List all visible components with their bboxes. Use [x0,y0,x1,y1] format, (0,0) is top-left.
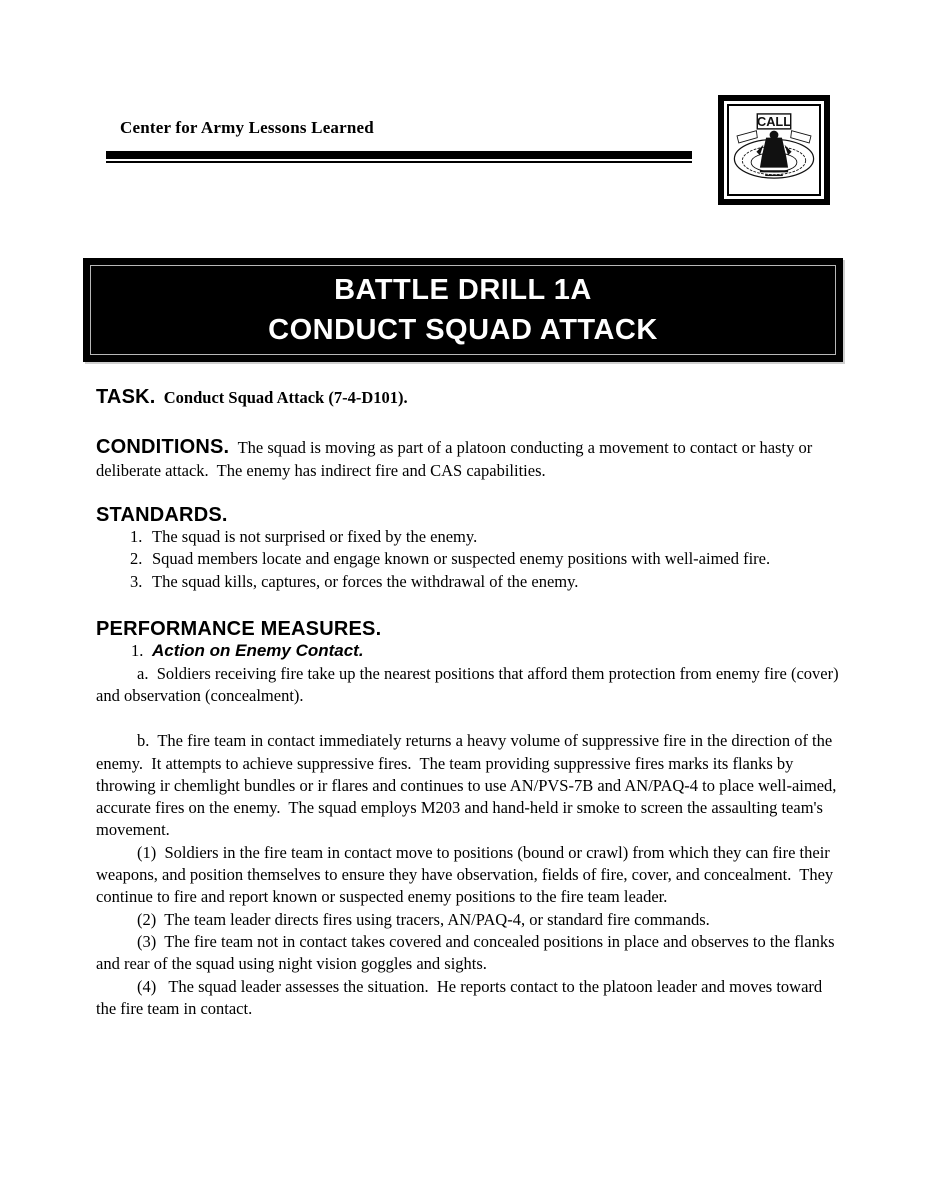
task-section [96,386,844,409]
standards-item [96,548,844,570]
performance-label: PERFORMANCE MEASURES. [96,618,382,641]
standards-item-text: The squad kills, captures, or forces the withdrawal of the enemy. [152,571,579,591]
standards-item [96,571,844,593]
org-name: Center for Army Lessons Learned [120,118,374,137]
call-logo-acronym: CALL [757,114,791,130]
title-banner-inner [90,265,836,355]
standards-item [96,526,844,548]
call-logo [718,95,830,205]
paragraph-a: a. Soldiers receiving fire take up the nearest positions that afford them protection from enemy fire (cover) and observation (concealment). [96,663,843,705]
call-logo-emblem [727,104,821,196]
performance-measure-number: 1. [131,641,144,661]
paragraph-4: (4) The squad leader assesses the situation. He reports contact to the platoon leader and moves toward the fire team in contact. [96,976,827,1018]
paragraph-1: (1) Soldiers in the fire team in contact move to positions (bound or crawl) from which they can fire their weapons, and position themselves to ensure they have observation, fields of fire, cover, and concealment. They continue to fire and report known or suspected enemy positions to the fire team leader. [96,842,838,907]
task-text: Conduct Squad Attack (7-4-D101). [163,388,408,407]
banner-title-line2: CONDUCT SQUAD ATTACK [268,314,658,346]
paragraph-3: (3) The fire team not in contact takes covered and concealed positions in place and observes to the flanks and rear of the squad using night vision goggles and sights. [96,931,839,974]
header-rule-thin [106,161,692,163]
banner-title-line1: BATTLE DRILL 1A [334,274,592,306]
standards-item-number: 3. [130,571,143,591]
task-label: TASK. [96,386,156,408]
title-banner [83,258,843,362]
standards-section [96,504,844,593]
conditions-text: The squad is moving as part of a platoon conducting a movement to contact or hasty or deliberate attack. The enemy has indirect fire and CAS capabilities. [96,438,817,480]
standards-item-number: 1. [130,527,143,547]
call-logo-mat [724,101,824,199]
performance-measure-1 [96,640,844,662]
paragraph-2: (2) The team leader directs fires using tracers, AN/PAQ-4, or standard fire commands. [137,909,710,929]
standards-item-text: Squad members locate and engage known or suspected enemy positions with well-aimed fire. [152,549,771,569]
paragraph-b: b. The fire team in contact immediately returns a heavy volume of suppressive fire in the direction of the enemy. It attempts to achieve suppressive fires. The team providing suppressive fires marks its flanks by throwing ir chemlight bundles or ir flares and continues to use AN/PVS-7B and AN/PAQ-4 to place well-aimed, accurate fires on the enemy. The squad employs M203 and hand-held ir smoke to screen the assaulting team's movement. [96,731,841,840]
standards-label: STANDARDS. [96,503,228,526]
call-logo-icon [729,106,819,194]
conditions-section [96,436,844,482]
conditions-label: CONDITIONS. [96,436,230,459]
header-rule [106,151,692,163]
standards-item-number: 2. [130,549,143,569]
performance-measure-title: Action on Enemy Contact. [152,641,364,661]
header-rule-thick [106,151,692,159]
performance-section [96,618,844,1020]
document-body [96,386,844,1020]
standards-item-text: The squad is not surprised or fixed by the enemy. [152,527,478,547]
